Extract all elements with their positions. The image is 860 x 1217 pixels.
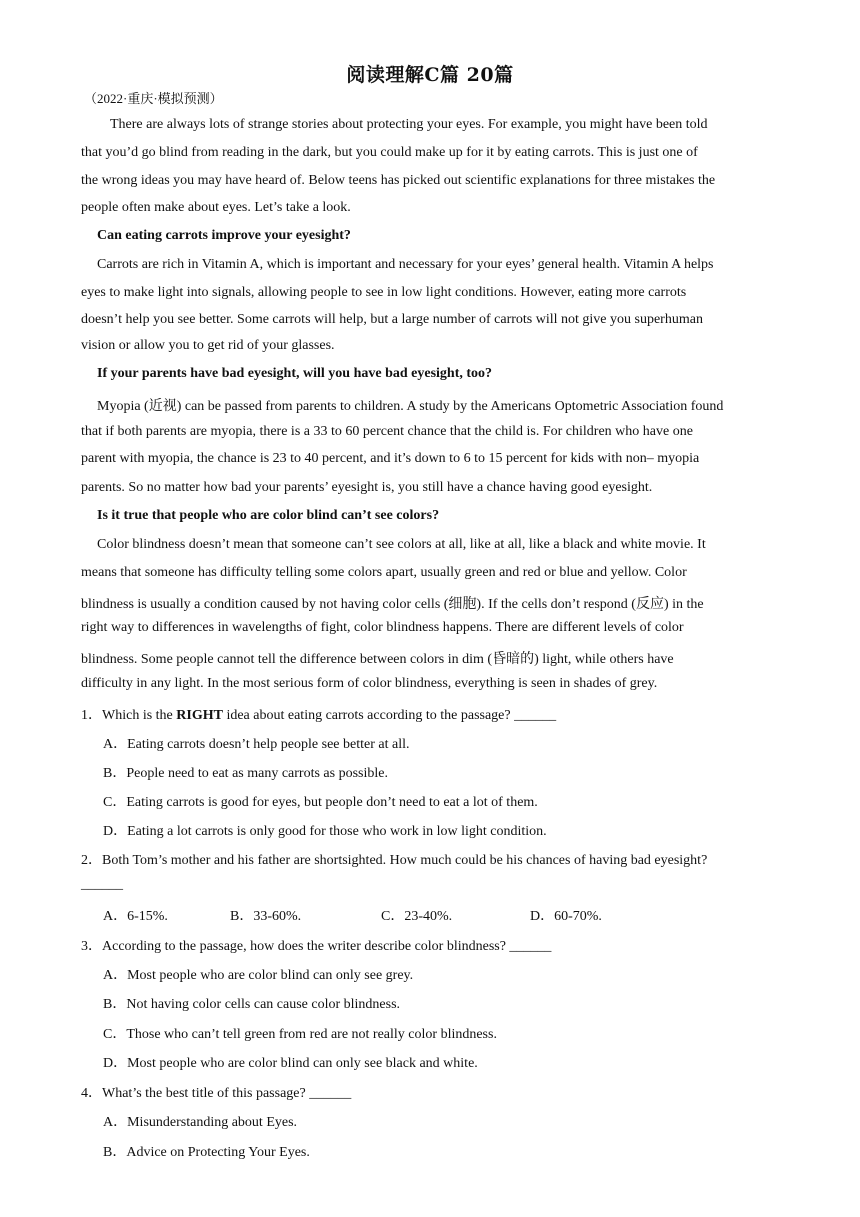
intro-line: the wrong ideas you may have heard of. Below teens has picked out scientific explanations for three mistakes the xyxy=(81,173,716,188)
section-line: blindness is usually a condition caused by not having color cells (细胞). If the cells don’t respond (反应) in the xyxy=(81,597,704,612)
section-line: blindness. Some people cannot tell the difference between colors in dim (昏暗的) light, while others have xyxy=(81,652,674,667)
answer-option[interactable]: A．Misunderstanding about Eyes. xyxy=(103,1115,298,1130)
answer-option[interactable]: C．23-40%. xyxy=(381,909,453,924)
answer-option[interactable]: A．Most people who are color blind can only see grey. xyxy=(103,968,414,983)
question-text: What’s the best title of this passage? ______ xyxy=(102,1086,352,1101)
section-line: Myopia (近视) can be passed from parents to children. A study by the Americans Optometric Association found xyxy=(97,399,724,414)
intro-line: that you’d go blind from reading in the dark, but you could make up for it by eating carrots. This is just one of xyxy=(81,145,698,160)
question-stem xyxy=(81,935,551,955)
question-stem xyxy=(81,849,707,869)
answer-option[interactable]: C．Those who can’t tell green from red are not really color blindness. xyxy=(103,1027,497,1042)
section-line: right way to differences in wavelengths of fight, color blindness happens. There are different levels of color xyxy=(81,620,684,635)
question-text: According to the passage, how does the writer describe color blindness? ______ xyxy=(102,939,552,954)
section-line: eyes to make light into signals, allowing people to see in low light conditions. However, eating more carrots xyxy=(81,285,687,300)
answer-option[interactable]: D．Most people who are color blind can only see black and white. xyxy=(103,1056,478,1071)
section-heading: If your parents have bad eyesight, will you have bad eyesight, too? xyxy=(97,366,493,381)
question-stem xyxy=(81,704,556,724)
question-stem xyxy=(81,1082,351,1102)
section-line: Carrots are rich in Vitamin A, which is important and necessary for your eyes’ general health. Vitamin A helps xyxy=(97,257,714,272)
question-text: idea about eating carrots according to the passage? ______ xyxy=(222,708,557,723)
question-number: 1． xyxy=(81,708,102,723)
question-number: 2． xyxy=(81,853,102,868)
question-number: 3． xyxy=(81,939,102,954)
section-line: means that someone has difficulty telling some colors apart, usually green and red or blue and yellow. Color xyxy=(81,565,687,580)
section-line: Color blindness doesn’t mean that someone can’t see colors at all, like at all, like a black and white movie. It xyxy=(97,537,706,552)
answer-option[interactable]: B．People need to eat as many carrots as possible. xyxy=(103,766,388,781)
section-line: that if both parents are myopia, there is a 33 to 60 percent chance that the child is. For children who have one xyxy=(81,424,693,439)
answer-option[interactable]: B．Not having color cells can cause color blindness. xyxy=(103,997,401,1012)
section-line: doesn’t help you see better. Some carrots will help, but a large number of carrots will not give you superhuman xyxy=(81,312,703,327)
question-number: 4． xyxy=(81,1086,102,1101)
answer-option[interactable]: B．33-60%. xyxy=(230,909,302,924)
answer-blank: ______ xyxy=(81,877,123,892)
source-label: （2022·重庆·模拟预测） xyxy=(84,91,223,106)
section-line: vision or allow you to get rid of your glasses. xyxy=(81,338,335,353)
question-text: Which is the xyxy=(102,708,177,723)
page-title: 阅读理解C篇 20篇 xyxy=(346,64,514,86)
answer-option[interactable]: D．Eating a lot carrots is only good for those who work in low light condition. xyxy=(103,824,547,839)
section-heading: Can eating carrots improve your eyesight? xyxy=(97,228,351,243)
section-heading: Is it true that people who are color blind can’t see colors? xyxy=(97,508,440,523)
answer-option[interactable]: A．Eating carrots doesn’t help people see better at all. xyxy=(103,737,410,752)
intro-line: There are always lots of strange stories about protecting your eyes. For example, you might have been told xyxy=(110,117,708,132)
section-line: difficulty in any light. In the most serious form of color blindness, everything is seen in shades of grey. xyxy=(81,676,658,691)
answer-option[interactable]: D．60-70%. xyxy=(530,909,602,924)
question-emphasis: RIGHT xyxy=(176,708,223,723)
section-line: parent with myopia, the chance is 23 to 40 percent, and it’s down to 6 to 15 percent for kids with non– myopia xyxy=(81,451,700,466)
answer-option[interactable]: C．Eating carrots is good for eyes, but people don’t need to eat a lot of them. xyxy=(103,795,538,810)
section-line: parents. So no matter how bad your parents’ eyesight is, you still have a chance having good eyesight. xyxy=(81,480,653,495)
question-text: Both Tom’s mother and his father are shortsighted. How much could be his chances of having bad eyesight? xyxy=(102,853,708,868)
answer-option[interactable]: A．6-15%. xyxy=(103,909,168,924)
answer-option[interactable]: B．Advice on Protecting Your Eyes. xyxy=(103,1145,310,1160)
intro-line: people often make about eyes. Let’s take a look. xyxy=(81,200,351,215)
